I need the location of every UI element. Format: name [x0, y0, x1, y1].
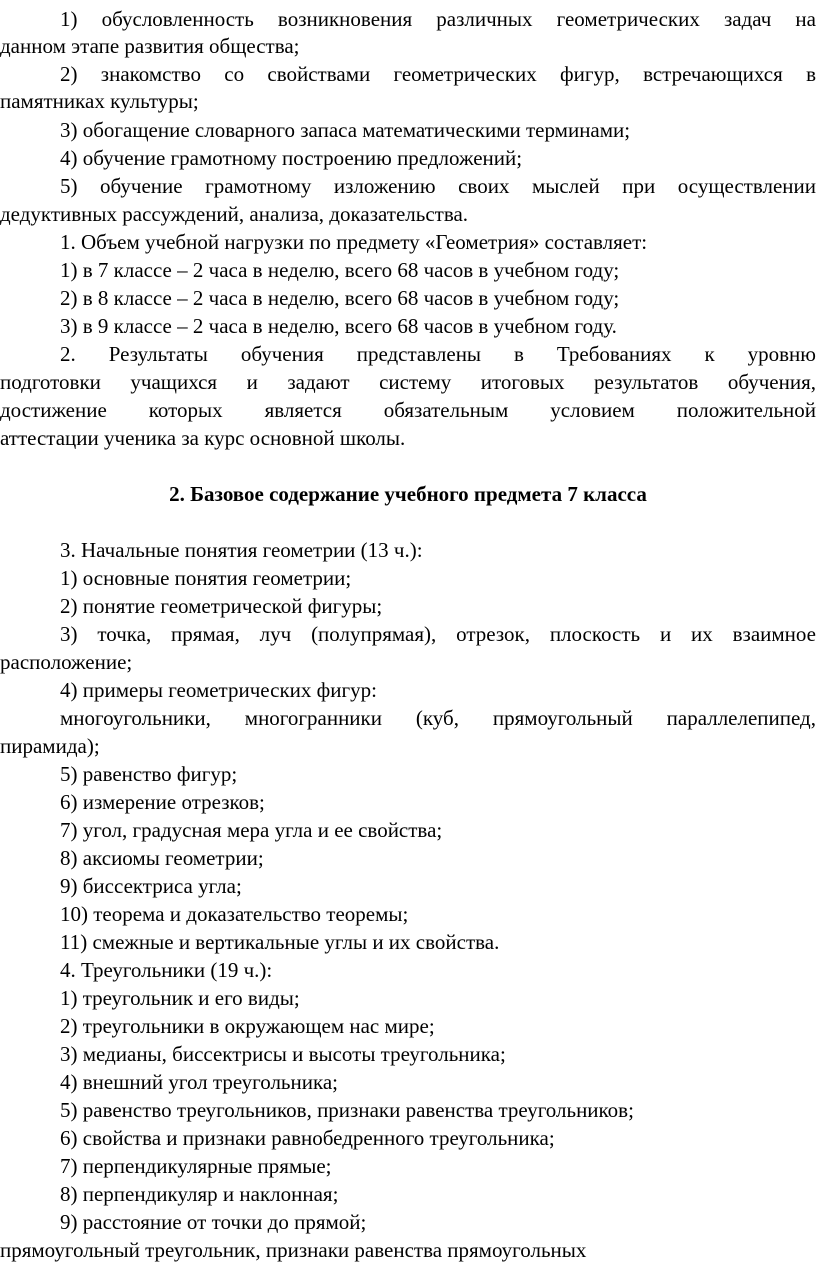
text-line: 1) основные понятия геометрии;	[60, 566, 352, 590]
text-line: многоугольники, многогранники (куб, прямоугольный параллелепипед,	[60, 706, 816, 730]
text-line: 4. Треугольники (19 ч.):	[60, 958, 273, 982]
text-line: 10) теорема и доказательство теоремы;	[60, 902, 409, 926]
text-line: пирамида);	[0, 734, 100, 758]
text-line: 1) треугольник и его виды;	[60, 986, 300, 1010]
text-line: 1) обусловленность возникновения различных геометрических задач на	[60, 7, 816, 31]
text-line: 5) равенство фигур;	[60, 762, 238, 786]
text-line: 2) понятие геометрической фигуры;	[60, 594, 383, 618]
text-line: достижение которых является обязательным условием положительной	[0, 398, 816, 422]
text-line: 3) в 9 классе – 2 часа в неделю, всего 68 часов в учебном году.	[60, 314, 617, 338]
section-heading: 2. Базовое содержание учебного предмета 7 класса	[169, 482, 647, 506]
text-line: 2) треугольники в окружающем нас мире;	[60, 1014, 435, 1038]
text-line: 1. Объем учебной нагрузки по предмету «Геометрия» составляет:	[60, 230, 648, 254]
text-line: 4) внешний угол треугольника;	[60, 1070, 339, 1094]
text-line: 2) знакомство со свойствами геометрических фигур, встречающихся в	[60, 62, 816, 86]
text-line: 5) обучение грамотному изложению своих мыслей при осуществлении	[60, 174, 816, 198]
text-line: 11) смежные и вертикальные углы и их свойства.	[60, 930, 500, 954]
text-line: 4) примеры геометрических фигур:	[60, 678, 377, 702]
text-line: прямоугольный треугольник, признаки равенства прямоугольных	[0, 1238, 587, 1262]
text-line: 3) точка, прямая, луч (полупрямая), отрезок, плоскость и их взаимное	[60, 622, 816, 646]
text-line: подготовки учащихся и задают систему итоговых результатов обучения,	[0, 370, 816, 394]
text-line: 3. Начальные понятия геометрии (13 ч.):	[60, 538, 423, 562]
text-line: 9) расстояние от точки до прямой;	[60, 1210, 367, 1234]
text-line: 8) аксиомы геометрии;	[60, 846, 264, 870]
text-line: 4) обучение грамотному построению предложений;	[60, 146, 523, 170]
text-line: 6) измерение отрезков;	[60, 790, 265, 814]
text-line: 2. Результаты обучения представлены в Требованиях к уровню	[60, 342, 816, 366]
text-line: 3) медианы, биссектрисы и высоты треугольника;	[60, 1042, 506, 1066]
text-line: 8) перпендикуляр и наклонная;	[60, 1182, 339, 1206]
text-line: 1) в 7 классе – 2 часа в неделю, всего 68 часов в учебном году;	[60, 258, 620, 282]
text-line: 7) перпендикулярные прямые;	[60, 1154, 332, 1178]
text-line: дедуктивных рассуждений, анализа, доказательства.	[0, 202, 469, 226]
text-line: 2) в 8 классе – 2 часа в неделю, всего 68 часов в учебном году;	[60, 286, 620, 310]
text-line: аттестации ученика за курс основной школы.	[0, 426, 406, 450]
text-line: 7) угол, градусная мера угла и ее свойства;	[60, 818, 443, 842]
text-line: 5) равенство треугольников, признаки равенства треугольников;	[60, 1098, 634, 1122]
text-line: данном этапе развития общества;	[0, 34, 300, 58]
text-line: памятниках культуры;	[0, 89, 199, 113]
text-line: 6) свойства и признаки равнобедренного треугольника;	[60, 1126, 555, 1150]
text-line: 3) обогащение словарного запаса математическими терминами;	[60, 118, 631, 142]
text-line: расположение;	[0, 650, 133, 674]
text-line: 9) биссектриса угла;	[60, 874, 242, 898]
